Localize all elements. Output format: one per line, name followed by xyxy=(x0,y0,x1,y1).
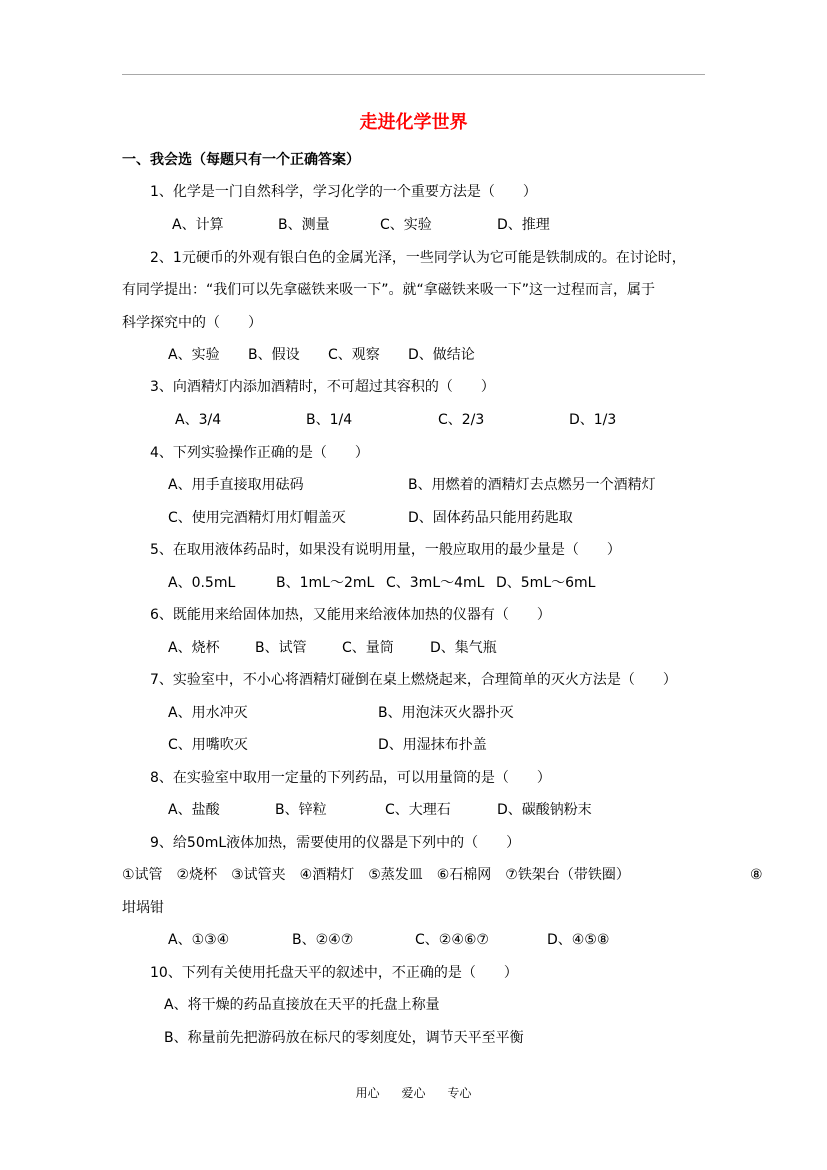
q3-option-b: B、1/4 xyxy=(306,412,353,428)
footer-text-3: 专心 xyxy=(447,1086,472,1100)
q9-option-c: C、②④⑥⑦ xyxy=(415,932,489,948)
q6-option-a: A、烧杯 xyxy=(168,640,220,656)
q3-option-c: C、2/3 xyxy=(438,412,485,428)
q9-option-d: D、④⑤⑧ xyxy=(547,932,610,948)
q9-items: ①试管 ②烧杯 ③试管夹 ④酒精灯 ⑤蒸发皿 ⑥石棉网 ⑦铁架台（带铁圈） xyxy=(122,867,630,883)
q2-stem-line2: 有同学提出：“我们可以先拿磁铁来吸一下”。就“拿磁铁来吸一下”这一过程而言，属于 xyxy=(122,282,656,298)
q2-stem-line1: 2、1元硬币的外观有银白色的金属光泽，一些同学认为它可能是铁制成的。在讨论时， xyxy=(150,250,686,266)
q1-option-b: B、测量 xyxy=(278,217,330,233)
q4-stem: 4、下列实验操作正确的是（ ） xyxy=(150,445,369,461)
footer-text-1: 用心 xyxy=(355,1086,380,1100)
q8-stem: 8、在实验室中取用一定量的下列药品，可以用量筒的是（ ） xyxy=(150,770,551,786)
q7-stem: 7、实验室中，不小心将酒精灯碰倒在桌上燃烧起来，合理简单的灭火方法是（ ） xyxy=(150,672,677,688)
q6-option-b: B、试管 xyxy=(255,640,307,656)
q9-option-a: A、①③④ xyxy=(168,932,230,948)
q8-option-d: D、碳酸钠粉末 xyxy=(497,802,592,818)
q2-option-d: D、做结论 xyxy=(408,347,475,363)
q8-option-a: A、盐酸 xyxy=(168,802,220,818)
q3-option-a: A、3/4 xyxy=(175,412,222,428)
q4-option-a: A、用手直接取用砝码 xyxy=(168,477,304,493)
q9-item-8-label: 坩埚钳 xyxy=(122,900,164,916)
q1-option-c: C、实验 xyxy=(380,217,432,233)
q8-option-b: B、锌粒 xyxy=(275,802,327,818)
q5-stem: 5、在取用液体药品时，如果没有说明用量，一般应取用的最少量是（ ） xyxy=(150,542,621,558)
q4-option-d: D、固体药品只能用药匙取 xyxy=(408,510,573,526)
q5-option-a: A、0.5mL xyxy=(168,575,236,591)
q7-option-a: A、用水冲灭 xyxy=(168,705,248,721)
footer-text-2: 爱心 xyxy=(401,1086,426,1100)
q5-option-c: C、3mL～4mL xyxy=(386,575,485,591)
q6-option-d: D、集气瓶 xyxy=(430,640,497,656)
header-rule xyxy=(122,74,705,75)
page-footer xyxy=(0,1084,827,1101)
q2-stem-line3: 科学探究中的（ ） xyxy=(122,315,262,331)
q1-stem: 1、化学是一门自然科学，学习化学的一个重要方法是（ ） xyxy=(150,184,537,200)
q9-item-8-marker: ⑧ xyxy=(750,867,763,883)
q9-option-b: B、②④⑦ xyxy=(292,932,354,948)
q2-option-b: B、假设 xyxy=(248,347,300,363)
q1-option-a: A、计算 xyxy=(172,217,224,233)
q6-stem: 6、既能用来给固体加热，又能用来给液体加热的仪器有（ ） xyxy=(150,607,551,623)
q7-option-b: B、用泡沫灭火器扑灭 xyxy=(378,705,514,721)
q4-option-c: C、使用完酒精灯用灯帽盖灭 xyxy=(168,510,346,526)
q7-option-d: D、用湿抹布扑盖 xyxy=(378,737,487,753)
q10-option-b: B、称量前先把游码放在标尺的零刻度处，调节天平至平衡 xyxy=(164,1030,524,1046)
q3-stem: 3、向酒精灯内添加酒精时，不可超过其容积的（ ） xyxy=(150,379,495,395)
q7-option-c: C、用嘴吹灭 xyxy=(168,737,248,753)
q4-option-b: B、用燃着的酒精灯去点燃另一个酒精灯 xyxy=(408,477,656,493)
q5-option-d: D、5mL～6mL xyxy=(496,575,596,591)
q5-option-b: B、1mL～2mL xyxy=(276,575,375,591)
q2-option-a: A、实验 xyxy=(168,347,220,363)
section-heading: 一、我会选（每题只有一个正确答案） xyxy=(122,152,360,168)
q8-option-c: C、大理石 xyxy=(385,802,451,818)
q9-stem: 9、给50mL液体加热，需要使用的仪器是下列中的（ ） xyxy=(150,835,521,851)
q6-option-c: C、量筒 xyxy=(342,640,394,656)
q10-stem: 10、下列有关使用托盘天平的叙述中，不正确的是（ ） xyxy=(150,965,518,981)
q1-option-d: D、推理 xyxy=(497,217,550,233)
q10-option-a: A、将干燥的药品直接放在天平的托盘上称量 xyxy=(164,997,440,1013)
q3-option-d: D、1/3 xyxy=(569,412,617,428)
page-title: 走进化学世界 xyxy=(359,112,468,133)
q2-option-c: C、观察 xyxy=(328,347,380,363)
